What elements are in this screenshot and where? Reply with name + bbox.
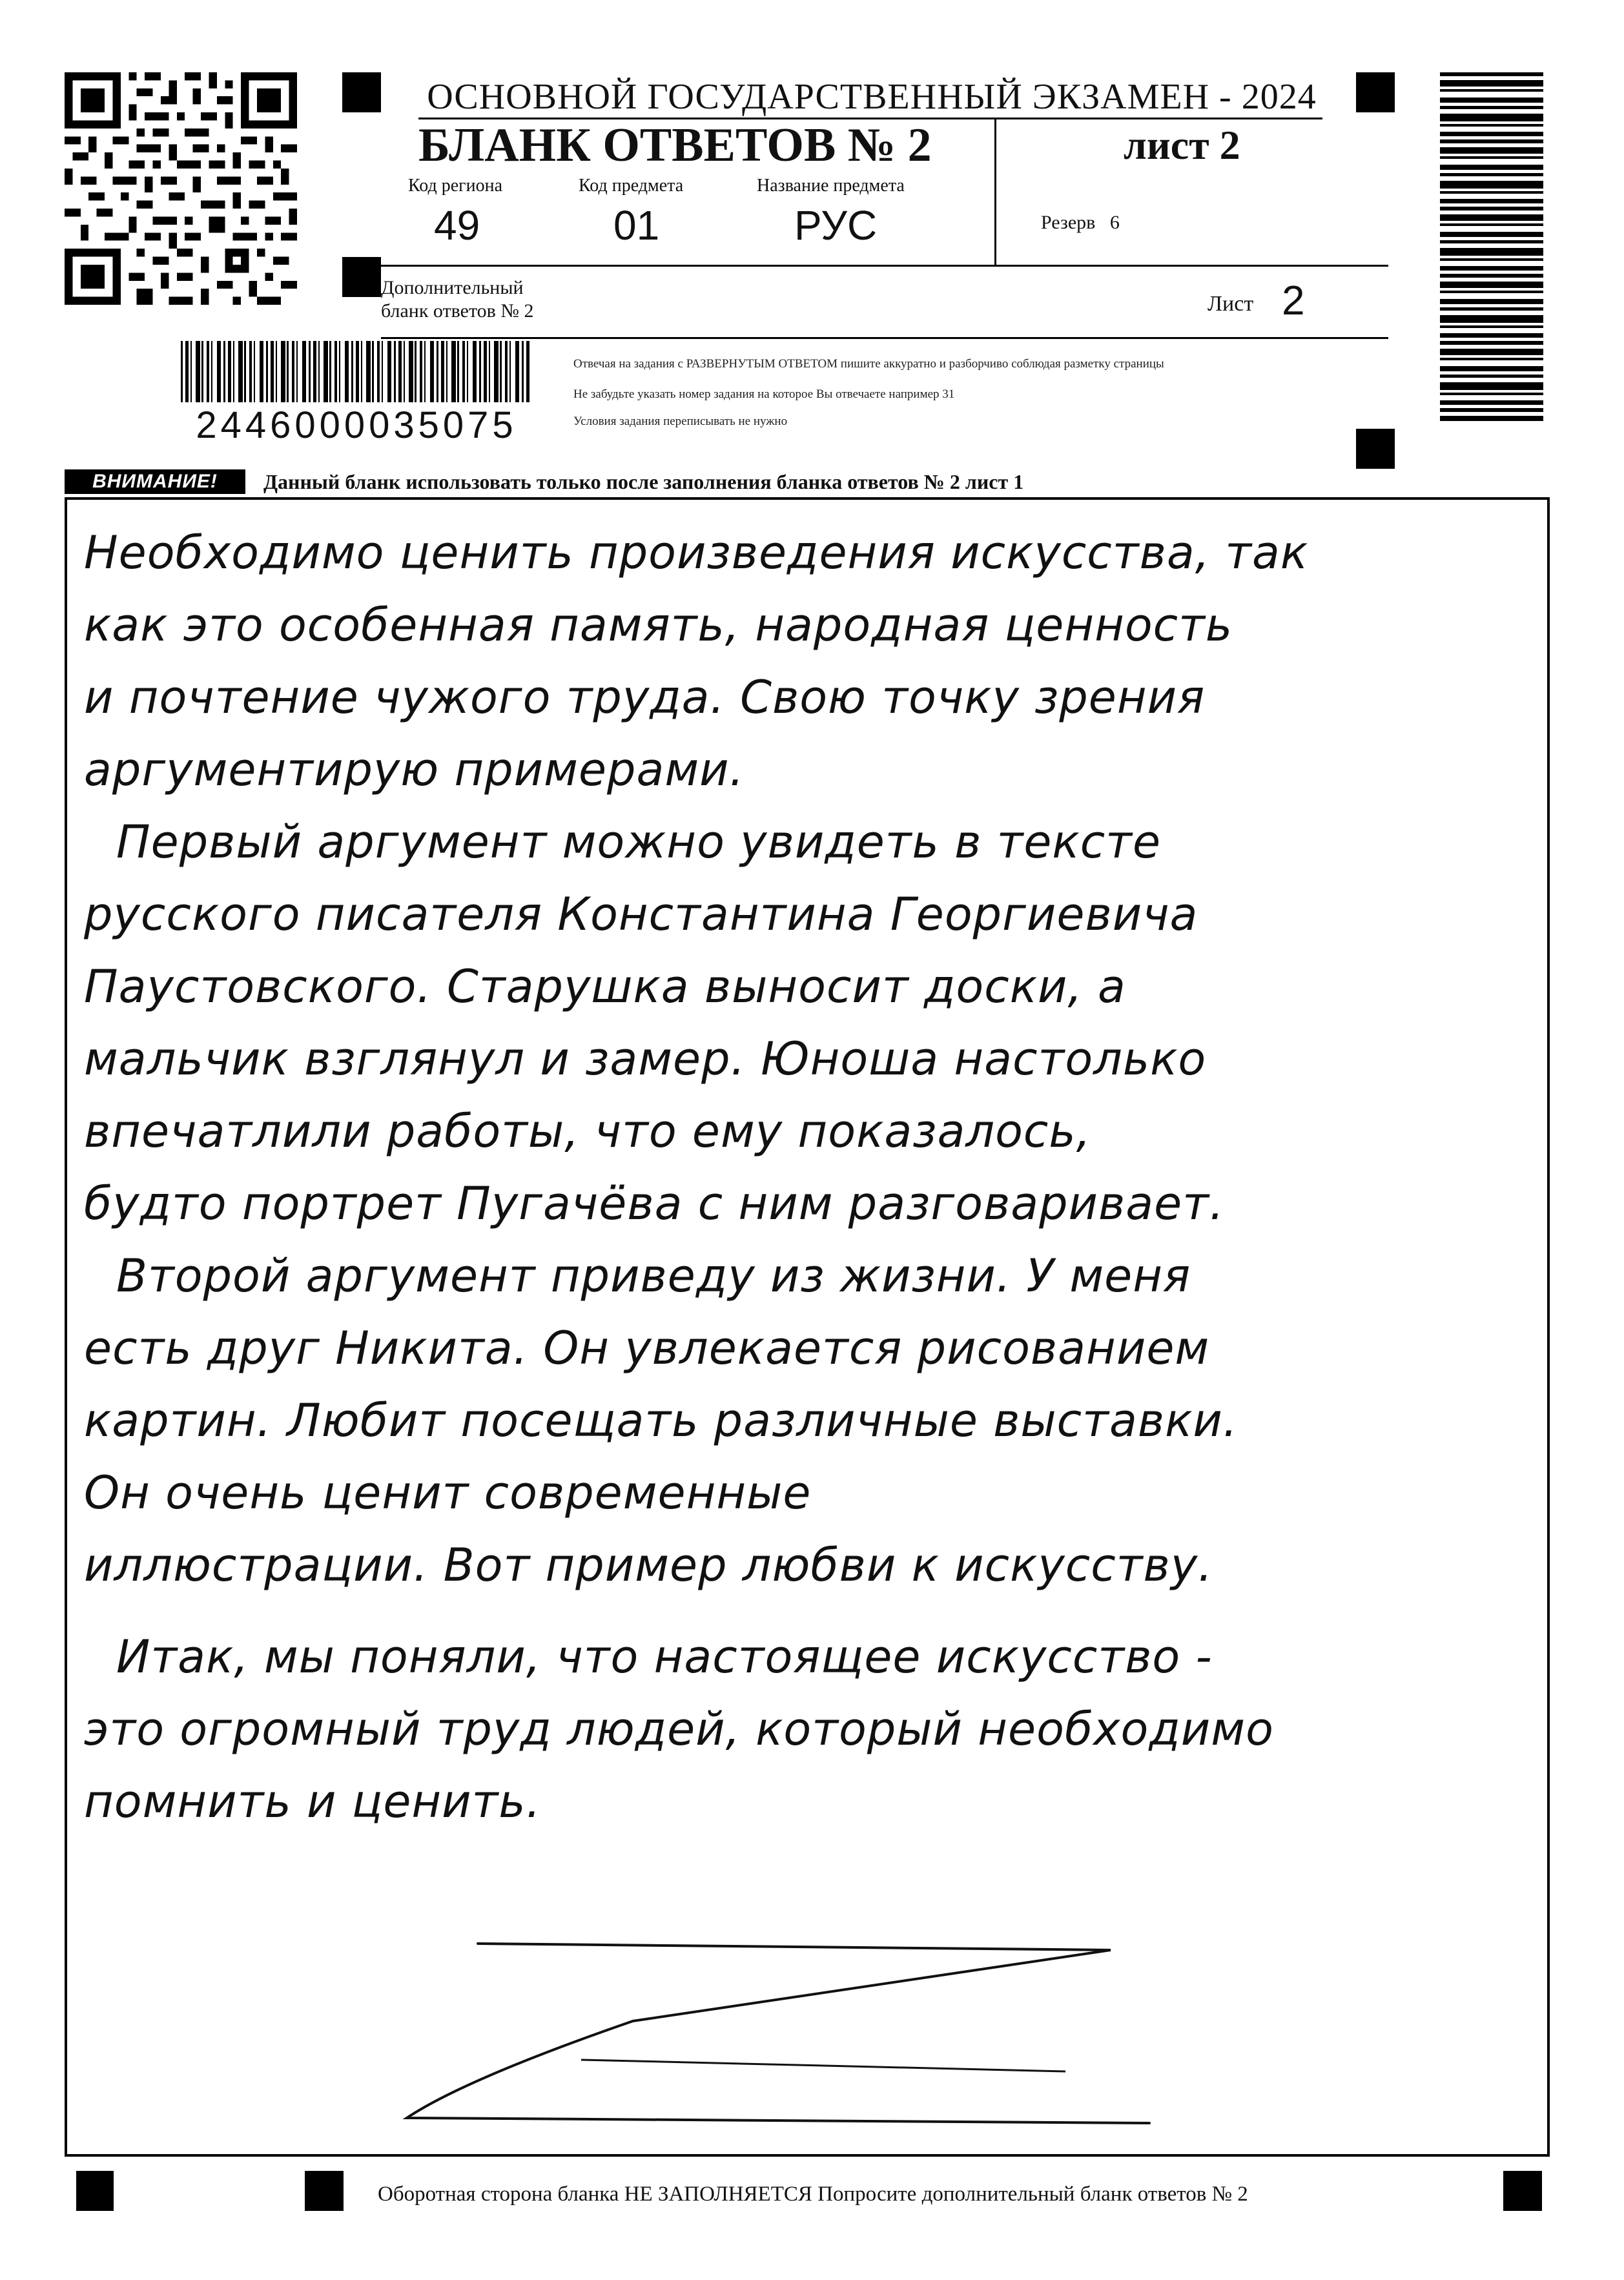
qr-code xyxy=(65,72,297,305)
footer-text: Оборотная сторона бланка НЕ ЗАПОЛНЯЕТСЯ Попросите дополнительный бланк ответов № 2 xyxy=(378,2182,1248,2206)
answer-line-7: Паустовского. Старушка выносит доски, а xyxy=(84,960,1126,1013)
list-number: 2 xyxy=(1282,277,1305,324)
reserve-value: 6 xyxy=(1109,212,1120,233)
answer-line-10: будто портрет Пугачёва с ним разговаривает. xyxy=(84,1177,1225,1230)
header-bottom-line xyxy=(381,337,1388,339)
registration-marker-bottom-1 xyxy=(76,2171,114,2211)
answer-line-16: Итак, мы поняли, что настоящее искусство - xyxy=(116,1630,1213,1683)
instruction-line-3: Условия задания переписывать не нужно xyxy=(573,415,788,428)
answer-line-14: Он очень ценит современные xyxy=(84,1466,812,1519)
list-label: Лист xyxy=(1208,292,1254,316)
registration-marker-top-left xyxy=(342,72,381,112)
exam-title: ОСНОВНОЙ ГОСУДАРСТВЕННЫЙ ЭКЗАМЕН - 2024 xyxy=(427,77,1317,117)
instruction-line-1: Отвечая на задания с РАЗВЕРНУТЫМ ОТВЕТОМ пишите аккуратно и разборчиво соблюдая разметку страницы xyxy=(573,357,1164,371)
answer-line-17: это огромный труд людей, который необходимо xyxy=(84,1703,1274,1756)
registration-marker-top-right xyxy=(1356,72,1395,112)
answer-line-9: впечатлили работы, что ему показалось, xyxy=(84,1105,1091,1158)
header-mid-line xyxy=(368,265,1388,267)
barcode-number: 2446000035075 xyxy=(196,404,517,446)
reserve-field xyxy=(1041,212,1120,234)
answer-line-3: и почтение чужого труда. Свою точку зрения xyxy=(84,671,1206,724)
instruction-line-2: Не забудьте указать номер задания на которое Вы отвечаете например 31 xyxy=(573,387,955,401)
answer-line-1: Необходимо ценить произведения искусства, так xyxy=(84,526,1309,579)
answer-line-2: как это особенная память, народная ценность xyxy=(84,599,1233,652)
answer-line-13: картин. Любит посещать различные выставки. xyxy=(84,1394,1239,1447)
warning-badge: ВНИМАНИЕ! xyxy=(65,469,245,494)
barcode-right xyxy=(1440,72,1543,421)
extra-blank-label-line2: бланк ответов № 2 xyxy=(381,300,534,322)
answer-line-8: мальчик взглянул и замер. Юноша настолько xyxy=(84,1032,1207,1085)
warning-text: Данный бланк использовать только после заполнения бланка ответов № 2 лист 1 xyxy=(263,470,1024,493)
sheet-title: лист 2 xyxy=(1124,122,1240,168)
extra-blank-label-line1: Дополнительный xyxy=(381,277,524,298)
blank-title: БЛАНК ОТВЕТОВ № 2 xyxy=(418,119,932,172)
reserve-label: Резерв xyxy=(1041,212,1096,233)
registration-marker-mid-right xyxy=(1356,429,1395,469)
answer-line-15: иллюстрации. Вот пример любви к искусству. xyxy=(84,1539,1213,1592)
subject-name-label: Название предмета xyxy=(757,176,905,196)
subject-code-label: Код предмета xyxy=(579,176,684,196)
z-strike-mark xyxy=(387,1931,1227,2124)
subject-code-value: 01 xyxy=(613,202,660,249)
registration-marker-mid-left xyxy=(342,257,381,297)
answer-line-6: русского писателя Константина Георгиевича xyxy=(84,888,1198,941)
registration-marker-bottom-3 xyxy=(1503,2171,1542,2211)
handwritten-answer xyxy=(84,517,1537,1838)
header-vertical-divider xyxy=(994,118,996,265)
region-code-value: 49 xyxy=(434,202,480,249)
answer-line-18: помнить и ценить. xyxy=(84,1775,541,1828)
answer-line-11: Второй аргумент приведу из жизни. У меня xyxy=(116,1249,1191,1302)
registration-marker-bottom-2 xyxy=(305,2171,344,2211)
extra-blank-label xyxy=(381,276,533,323)
answer-line-5: Первый аргумент можно увидеть в тексте xyxy=(116,816,1162,868)
subject-name-value: РУС xyxy=(794,202,878,249)
region-code-label: Код региона xyxy=(408,176,503,196)
answer-line-4: аргументирую примерами. xyxy=(84,743,745,796)
answer-line-12: есть друг Никита. Он увлекается рисованием xyxy=(84,1322,1210,1375)
